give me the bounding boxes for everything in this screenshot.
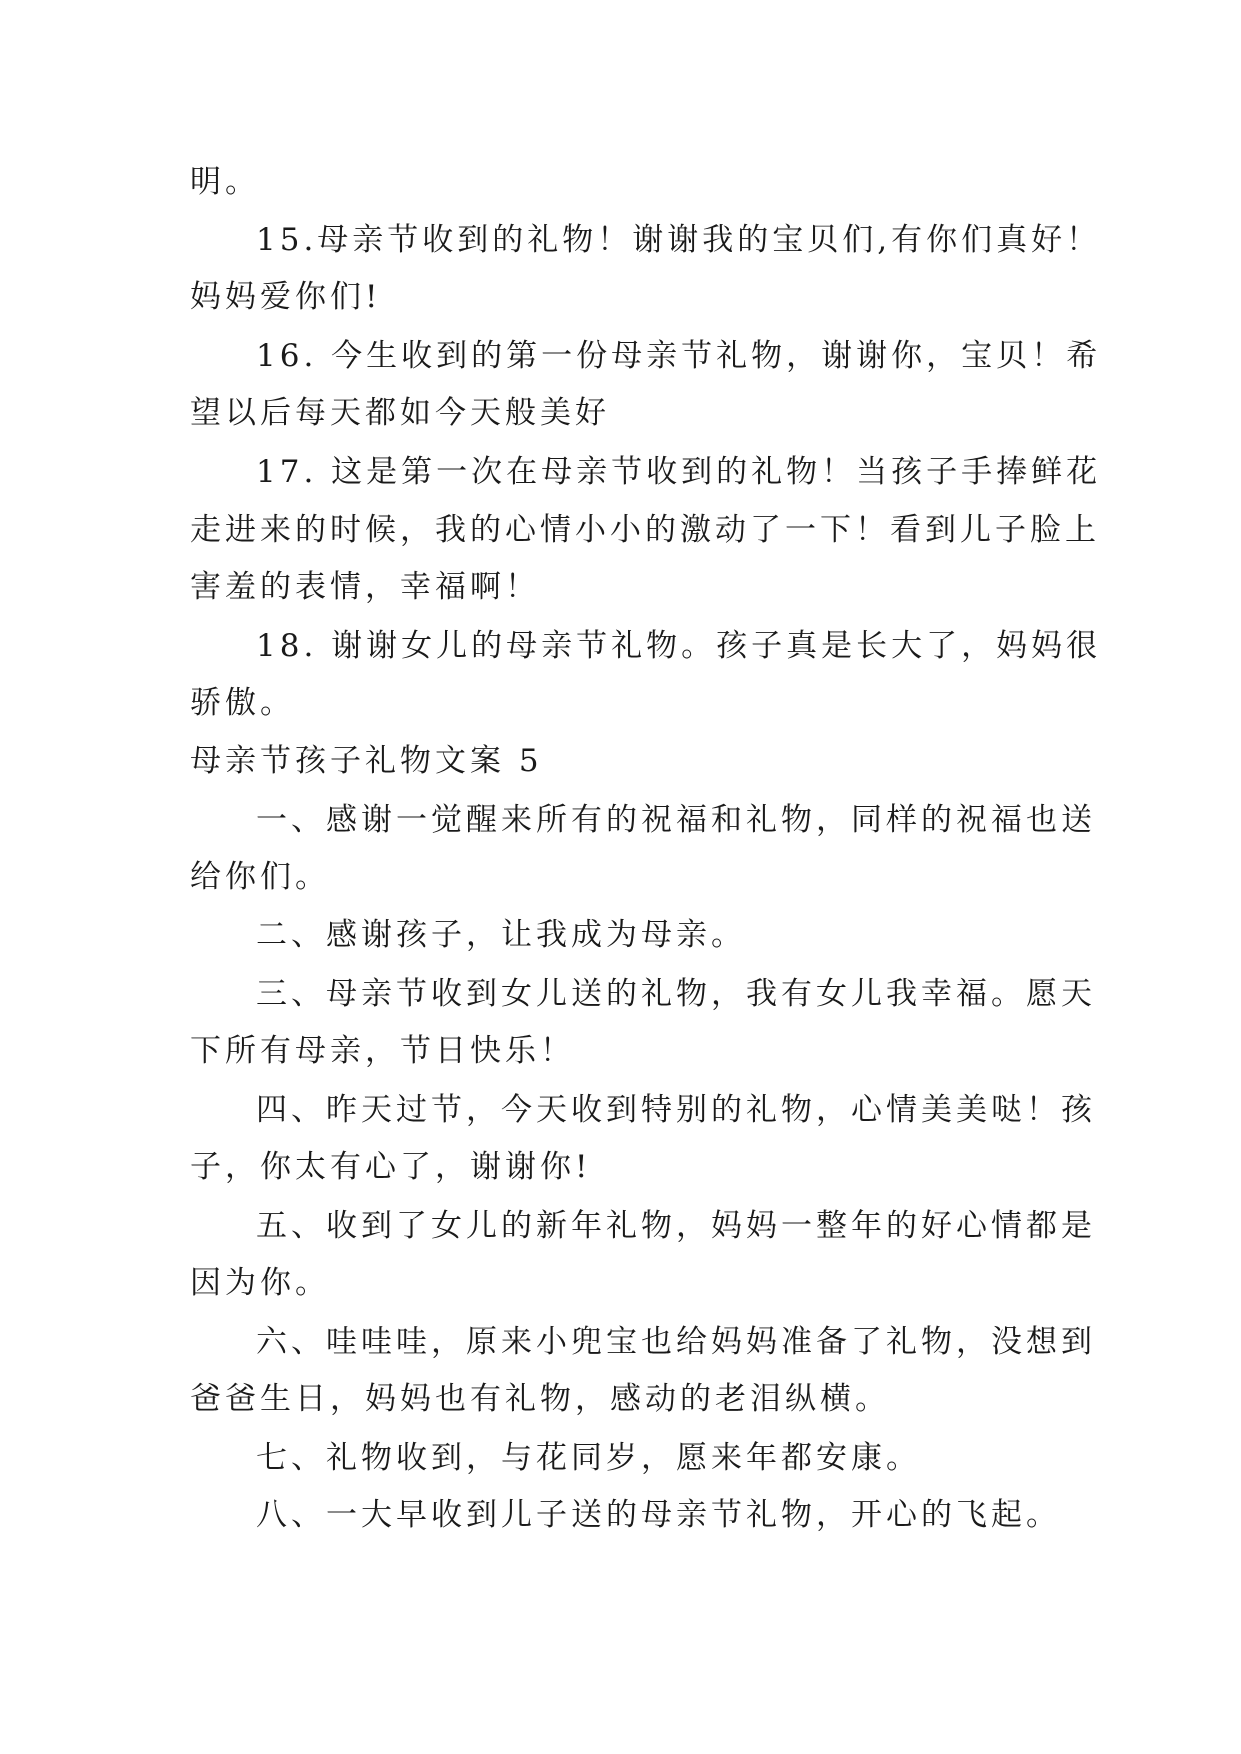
text-line: 五、收到了女儿的新年礼物，妈妈一整年的好心情都是 [256, 1208, 1096, 1244]
text-line: 六、哇哇哇，原来小兜宝也给妈妈准备了礼物，没想到 [256, 1324, 1096, 1360]
text-line: 因为你。 [190, 1265, 330, 1301]
text-line: 走进来的时候，我的心情小小的激动了一下！看到儿子脸上 [190, 512, 1100, 548]
text-line: 子，你太有心了，谢谢你! [190, 1149, 592, 1185]
text-line: 一、感谢一觉醒来所有的祝福和礼物，同样的祝福也送 [256, 802, 1096, 838]
text-line: 爸爸生日，妈妈也有礼物，感动的老泪纵横。 [190, 1381, 890, 1417]
text-line: 15.母亲节收到的礼物！谢谢我的宝贝们,有你们真好！ [256, 222, 1102, 258]
section-heading: 母亲节孩子礼物文案 5 [190, 743, 543, 779]
text-line: 骄傲。 [190, 685, 295, 721]
text-line: 明。 [190, 164, 260, 200]
text-line: 二、感谢孩子，让我成为母亲。 [256, 917, 746, 953]
text-line: 下所有母亲，节日快乐！ [190, 1033, 575, 1069]
text-line: 三、母亲节收到女儿送的礼物，我有女儿我幸福。愿天 [256, 976, 1096, 1012]
text-line: 给你们。 [190, 859, 330, 895]
text-line: 害羞的表情，幸福啊！ [190, 569, 540, 605]
text-line: 七、礼物收到，与花同岁，愿来年都安康。 [256, 1440, 921, 1476]
text-line: 八、一大早收到儿子送的母亲节礼物，开心的飞起。 [256, 1497, 1061, 1533]
text-line: 16. 今生收到的第一份母亲节礼物，谢谢你，宝贝！希 [256, 338, 1102, 374]
text-line: 17. 这是第一次在母亲节收到的礼物！当孩子手捧鲜花 [256, 454, 1102, 490]
text-line: 四、昨天过节，今天收到特别的礼物，心情美美哒！孩 [256, 1092, 1096, 1128]
text-line: 妈妈爱你们! [190, 279, 382, 315]
text-line: 望以后每天都如今天般美好 [190, 395, 610, 431]
text-line: 18. 谢谢女儿的母亲节礼物。孩子真是长大了，妈妈很 [256, 628, 1102, 664]
